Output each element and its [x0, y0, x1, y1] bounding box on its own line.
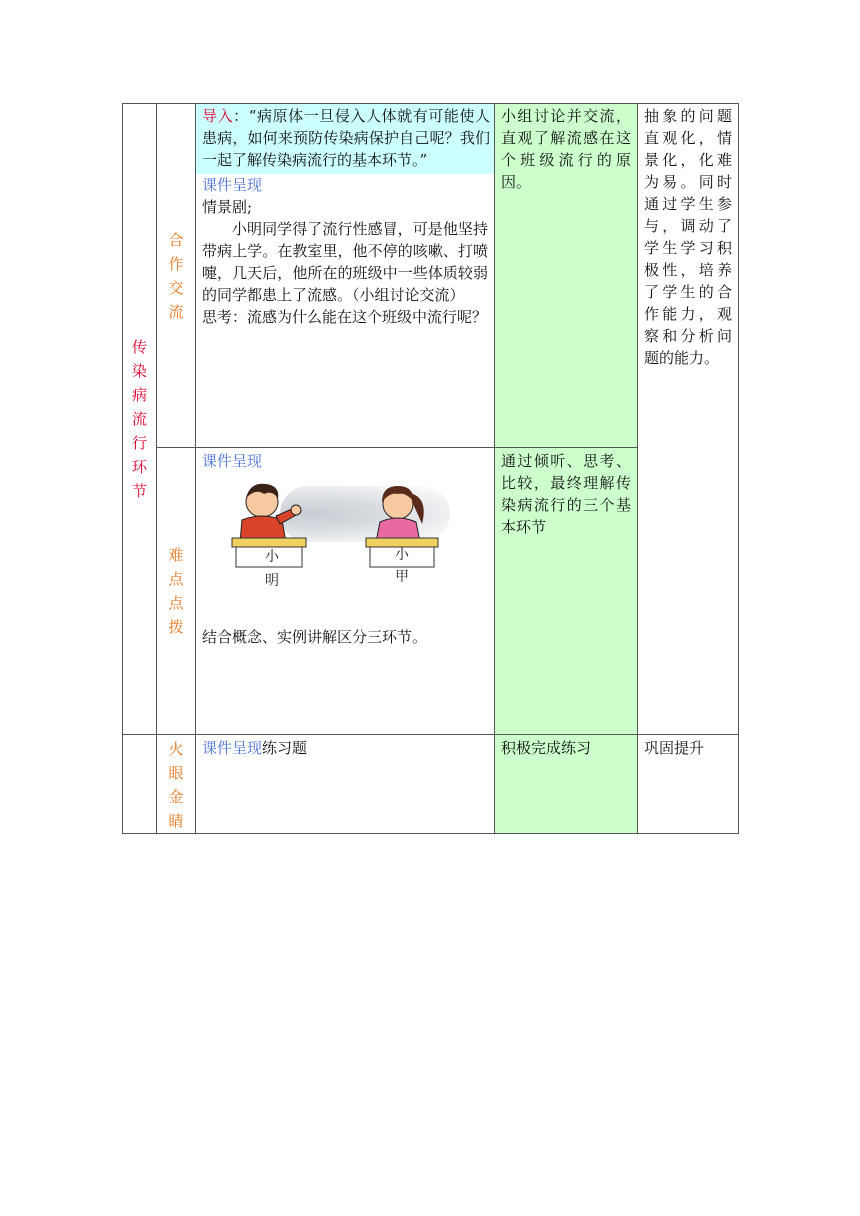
stage-cell-exercise [157, 735, 196, 834]
design-intent-exercise: 巩固提升 [644, 739, 705, 757]
teacher-activity-cooperation [196, 104, 495, 448]
empty-section-cell [123, 735, 157, 834]
intro-colon: ： [233, 107, 249, 125]
stage-label-exercise: 火眼金睛 [168, 740, 184, 830]
lesson-plan-table [122, 103, 739, 834]
design-intent-cell [638, 104, 739, 735]
student-activity-text-difficulty: 通过倾听、思考、比较，最终理解传染病流行的三个基本环节 [501, 452, 631, 536]
student-activity-exercise [495, 735, 638, 834]
row-cooperation [123, 104, 739, 448]
student-activity-text-cooperation: 小组讨论并交流，直观了解流感在这个班级流行的原因。 [501, 107, 631, 191]
row-exercise [123, 735, 739, 834]
stage-label-cooperation: 合作交流 [168, 230, 184, 321]
design-intent-text: 抽象的问题直观化，情景化，化难为易。同时通过学生参与，调动了学生学习积极性，培养了学生的合作能力，观察和分析问题的能力。 [644, 107, 732, 367]
student-activity-cooperation [495, 104, 638, 448]
scene-label: 情景剧; [202, 198, 253, 216]
courseware-label: 课件呈现 [202, 176, 263, 194]
stage-cell-difficulty [157, 448, 196, 735]
teacher-activity-exercise [196, 735, 495, 834]
design-intent-exercise-cell [638, 735, 739, 834]
explain-text: 结合概念、实例讲解区分三环节。 [202, 628, 428, 646]
student-activity-difficulty [495, 448, 638, 735]
section-label-cell [123, 104, 157, 735]
intro-text: “病原体一旦侵入人体就有可能使人患病，如何来预防传染病保护自己呢？我们一起了解传染病流行的基本环节。” [202, 107, 490, 169]
girl-name-top: 小 [395, 547, 409, 563]
scene-text: 小明同学得了流行性感冒，可是他坚持带病上学。在教室里，他不停的咳嗽、打喷嚏，几天后，他所在的班级中一些体质较弱的同学都患上了流感。（小组讨论交流） [202, 220, 488, 304]
girl-name-bottom: 甲 [395, 569, 409, 585]
intro-label: 导入 [202, 107, 234, 125]
teacher-activity-difficulty [196, 448, 495, 735]
boy-name-bottom: 明 [265, 573, 279, 589]
sneeze-illustration [202, 480, 478, 600]
boy-name-top: 小 [265, 549, 279, 565]
section-label: 传染病流行环节 [131, 338, 147, 500]
intro-block [196, 104, 494, 174]
classroom-figure-svg [202, 480, 478, 600]
thinking-question: 思考：流感为什么能在这个班级中流行呢？ [202, 308, 488, 326]
stage-cell-cooperation [157, 104, 196, 448]
courseware-label-3: 课件呈现 [202, 739, 263, 757]
courseware-label-2: 课件呈现 [202, 452, 263, 470]
stage-label-difficulty: 难点点拨 [168, 546, 184, 636]
student-activity-text-exercise: 积极完成练习 [501, 739, 592, 757]
exercise-text: 练习题 [262, 739, 308, 757]
